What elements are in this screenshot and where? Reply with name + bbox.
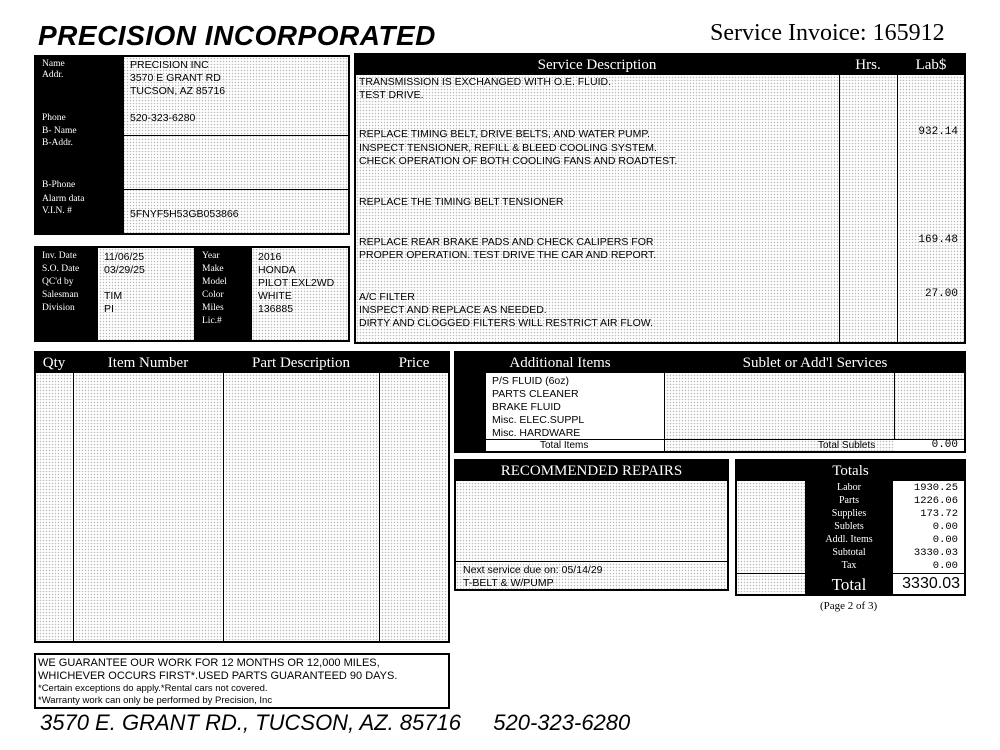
guarantee-box bbox=[34, 653, 450, 709]
customer-name: PRECISION INC bbox=[130, 59, 209, 71]
tax-label: Tax bbox=[841, 560, 857, 571]
guarantee-line: WE GUARANTEE OUR WORK FOR 12 MONTHS OR 12,000 MILES, bbox=[38, 657, 380, 669]
labor-value: 1930.25 bbox=[913, 482, 958, 494]
service-box bbox=[354, 53, 966, 344]
phone-label: Phone bbox=[42, 113, 66, 123]
invoice-title bbox=[710, 20, 945, 47]
guarantee-line: *Certain exceptions do apply.*Rental cars not covered. bbox=[38, 683, 268, 694]
sublets-label: Sublets bbox=[834, 521, 864, 532]
total-items-label: Total Items bbox=[540, 440, 589, 451]
miles-label: Miles bbox=[202, 303, 224, 313]
service-line: TRANSMISSION IS EXCHANGED WITH O.E. FLUID. bbox=[359, 76, 612, 88]
guarantee-line: WHICHEVER OCCURS FIRST*.USED PARTS GUARANTEED 90 DAYS. bbox=[38, 670, 398, 682]
make-label: Make bbox=[202, 264, 224, 274]
parts-label: Parts bbox=[839, 495, 859, 506]
footer-phone: 520-323-6280 bbox=[493, 710, 631, 735]
tax-value: 0.00 bbox=[932, 560, 958, 572]
qty-header: Qty bbox=[42, 355, 66, 371]
color-value: WHITE bbox=[258, 290, 292, 302]
additional-item: Misc. ELEC.SUPPL bbox=[492, 414, 585, 426]
total-sublets-value: 0.00 bbox=[931, 439, 958, 451]
recommended-header: RECOMMENDED REPAIRS bbox=[500, 463, 683, 479]
service-amount: 27.00 bbox=[924, 288, 958, 300]
additional-items-header: Additional Items bbox=[509, 355, 611, 371]
vin-value: 5FNYF5H53GB053866 bbox=[130, 208, 239, 220]
vehicle-box bbox=[34, 246, 350, 342]
service-line: A/C FILTER bbox=[359, 291, 415, 303]
service-desc-header: Service Description bbox=[537, 57, 657, 73]
supplies-value: 173.72 bbox=[920, 508, 958, 520]
addr-label: Addr. bbox=[42, 70, 64, 80]
miles-value: 136885 bbox=[258, 303, 294, 315]
vin-label: V.I.N. # bbox=[42, 206, 72, 216]
service-line: INSPECT AND REPLACE AS NEEDED. bbox=[359, 304, 547, 316]
qcd-label: QC'd by bbox=[42, 277, 74, 287]
supplies-label: Supplies bbox=[831, 508, 867, 519]
total-sublets-label: Total Sublets bbox=[818, 440, 876, 451]
so-date-value: 03/29/25 bbox=[104, 264, 145, 276]
company-name: PRECISION INCORPORATED bbox=[38, 20, 436, 51]
item-number-header: Item Number bbox=[107, 355, 189, 371]
total-value: 3330.03 bbox=[902, 575, 960, 592]
customer-box bbox=[34, 55, 350, 235]
year-value: 2016 bbox=[258, 251, 282, 263]
name-label: Name bbox=[42, 59, 65, 69]
service-line: REPLACE TIMING BELT, DRIVE BELTS, AND WATER PUMP. bbox=[359, 128, 650, 140]
model-label: Model bbox=[202, 277, 227, 287]
service-line: TEST DRIVE. bbox=[359, 89, 424, 101]
totals-box bbox=[735, 459, 966, 596]
division-label: Division bbox=[42, 303, 75, 313]
service-line: PROPER OPERATION. TEST DRIVE THE CAR AND REPORT. bbox=[359, 249, 657, 261]
sublets-value: 0.00 bbox=[932, 521, 958, 533]
service-line: REPLACE THE TIMING BELT TENSIONER bbox=[359, 196, 564, 208]
page-indicator: (Page 2 of 3) bbox=[820, 600, 878, 612]
next-service-text: Next service due on: 05/14/29 bbox=[463, 564, 603, 576]
footer-contact bbox=[40, 710, 630, 736]
parts-box bbox=[34, 351, 450, 643]
price-header: Price bbox=[398, 355, 430, 371]
service-line: INSPECT TENSIONER, REFILL & BLEED COOLING SYSTEM. bbox=[359, 142, 657, 154]
service-amount: 169.48 bbox=[918, 234, 958, 246]
alarm-label: Alarm data bbox=[42, 194, 85, 204]
service-line: DIRTY AND CLOGGED FILTERS WILL RESTRICT AIR FLOW. bbox=[359, 317, 654, 329]
b-name-label: B- Name bbox=[42, 126, 77, 136]
so-date-label: S.O. Date bbox=[42, 264, 80, 274]
additional-item: P/S FLUID (6oz) bbox=[492, 375, 570, 387]
labor-header: Lab$ bbox=[915, 57, 947, 73]
subtotal-label: Subtotal bbox=[832, 547, 866, 558]
b-phone-label: B-Phone bbox=[42, 180, 76, 190]
part-desc-header: Part Description bbox=[252, 355, 350, 371]
b-addr-label: B-Addr. bbox=[42, 138, 73, 148]
recommended-item: T-BELT & W/PUMP bbox=[463, 577, 554, 589]
invoice-number: 165912 bbox=[872, 20, 945, 46]
invoice-label: Service Invoice: bbox=[710, 20, 867, 46]
model-value: PILOT EXL2WD bbox=[258, 277, 335, 289]
additional-item: Misc. HARDWARE bbox=[492, 427, 581, 439]
labor-label: Labor bbox=[837, 482, 861, 493]
totals-header: Totals bbox=[832, 463, 869, 479]
guarantee-line: *Warranty work can only be performed by Precision, Inc bbox=[38, 695, 273, 706]
footer-address: 3570 E. GRANT RD., TUCSON, AZ. 85716 bbox=[40, 710, 461, 735]
service-amount: 932.14 bbox=[918, 126, 958, 138]
customer-phone: 520-323-6280 bbox=[130, 112, 196, 124]
service-line: REPLACE REAR BRAKE PADS AND CHECK CALIPERS FOR bbox=[359, 236, 654, 248]
additional-item: BRAKE FLUID bbox=[492, 401, 561, 413]
salesman-label: Salesman bbox=[42, 290, 79, 300]
parts-value: 1226.06 bbox=[913, 495, 958, 507]
subtotal-value: 3330.03 bbox=[913, 547, 958, 559]
recommended-box bbox=[454, 459, 729, 591]
inv-date-value: 11/06/25 bbox=[104, 251, 145, 263]
color-label: Color bbox=[202, 290, 224, 300]
customer-addr2: TUCSON, AZ 85716 bbox=[130, 85, 226, 97]
total-label: Total bbox=[831, 575, 867, 594]
salesman-value: TIM bbox=[104, 290, 123, 302]
customer-addr1: 3570 E GRANT RD bbox=[130, 72, 221, 84]
additional-item: PARTS CLEANER bbox=[492, 388, 579, 400]
addl-items-value: 0.00 bbox=[932, 534, 958, 546]
division-value: PI bbox=[104, 303, 114, 315]
service-line: CHECK OPERATION OF BOTH COOLING FANS AND ROADTEST. bbox=[359, 155, 678, 167]
year-label: Year bbox=[202, 251, 220, 261]
hrs-header: Hrs. bbox=[855, 57, 881, 73]
make-value: HONDA bbox=[258, 264, 296, 276]
lic-label: Lic.# bbox=[202, 316, 222, 326]
addl-items-label: Addl. Items bbox=[825, 534, 873, 545]
inv-date-label: Inv. Date bbox=[42, 251, 77, 261]
sublet-header: Sublet or Add'l Services bbox=[742, 355, 888, 371]
additional-sublet-box bbox=[454, 351, 966, 453]
